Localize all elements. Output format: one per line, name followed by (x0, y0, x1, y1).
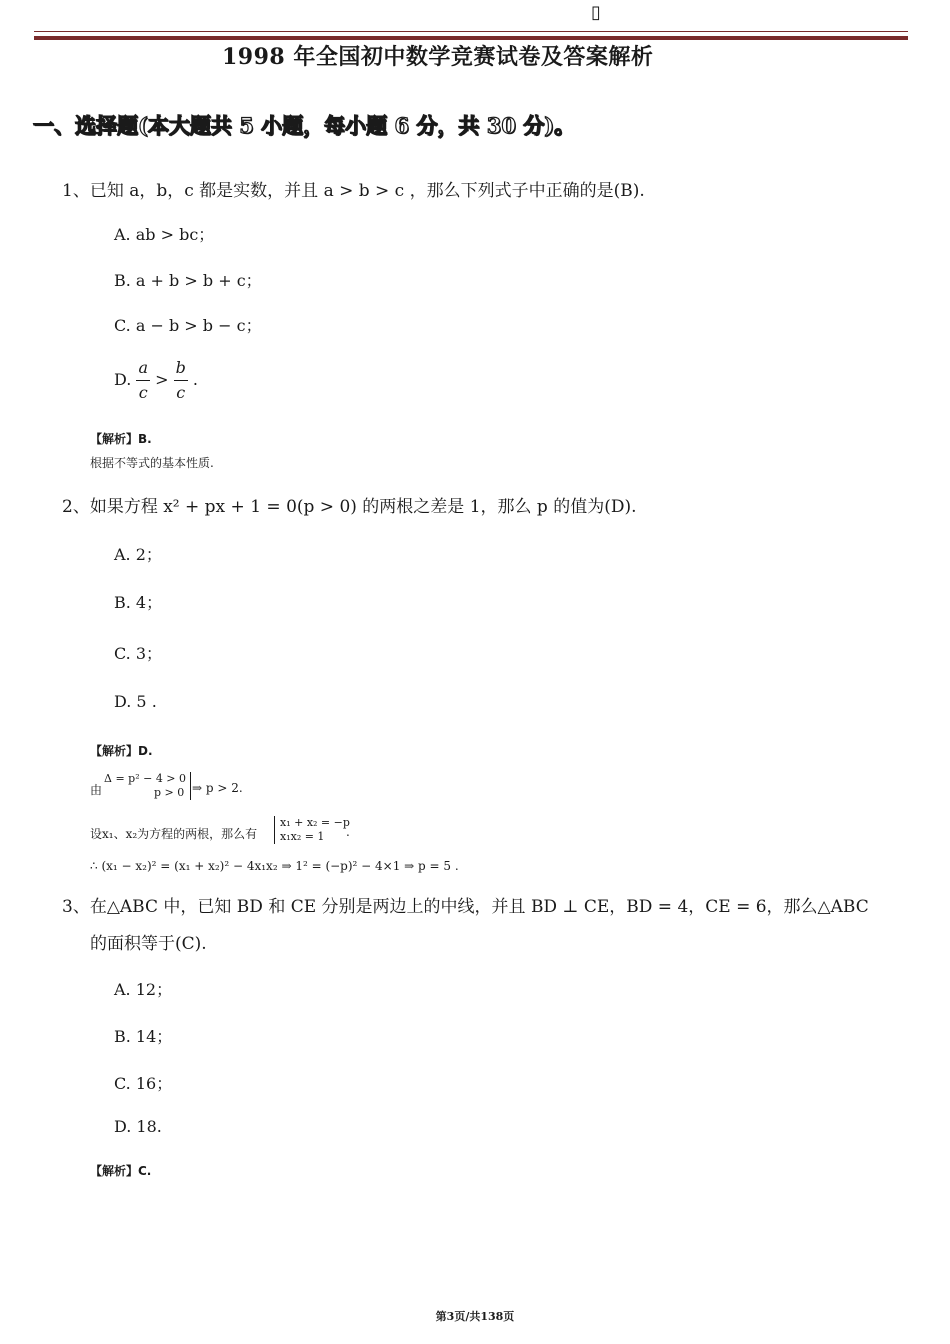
option-d-end: . (192, 370, 199, 389)
discriminant-condition: Δ = p² − 4 > 0 (104, 772, 187, 785)
option-d-label: D. (114, 370, 132, 389)
sum-of-roots: x₁ + x₂ = −p (280, 816, 350, 829)
fraction-numerator: b (174, 356, 188, 381)
question-2-option-d: D. 5 . (114, 692, 157, 711)
header-rule-thin (34, 31, 908, 32)
fraction-denominator: c (176, 383, 186, 402)
question-1-option-c: C. a − b > b − c； (114, 316, 262, 335)
question-2-option-b: B. 4； (114, 593, 163, 612)
vieta-period: . (346, 825, 350, 839)
page-number: 第3页/共138页 (435, 1310, 515, 1323)
header-glyph: ▯ (591, 2, 601, 23)
question-1-analysis-tag: 【解析】B. (90, 432, 152, 446)
implies-p-gt-2: ⇒ p > 2. (192, 781, 243, 795)
question-2-option-a: A. 2； (114, 545, 162, 564)
question-1-stem: 1、已知 a，b，c 都是实数，并且 a > b > c ，那么下列式子中正确的是(B). (62, 181, 645, 201)
question-1-option-a: A. ab > bc； (114, 225, 215, 244)
question-3-stem-line-1: 3、在△ABC 中，已知 BD 和 CE 分别是两边上的中线，并且 BD ⊥ CE，BD = 4，CE = 6，那么△ABC (62, 897, 869, 917)
question-1-option-b: B. a + b > b + c； (114, 271, 262, 290)
fraction-b-over-c (174, 356, 188, 405)
question-1-option-d (114, 356, 198, 405)
fraction-numerator: a (136, 356, 150, 381)
question-2-analysis-tag: 【解析】D. (90, 744, 153, 758)
fraction-a-over-c (136, 356, 150, 405)
system-block-1 (104, 772, 191, 800)
question-3-stem-line-2: 的面积等于(C). (90, 934, 207, 954)
question-3-option-a: A. 12； (114, 980, 173, 999)
question-3-analysis-tag: 【解析】C. (90, 1164, 152, 1178)
derivation-line: ∴ (x₁ − x₂)² = (x₁ + x₂)² − 4x₁x₂ ⇒ 1² = (−p)² − 4×1 ⇒ p = 5 . (90, 859, 459, 873)
p-positive-condition: p > 0 (154, 786, 185, 799)
greater-than-sign: > (155, 370, 169, 389)
question-1-analysis-text: 根据不等式的基本性质. (90, 456, 214, 470)
question-2-stem: 2、如果方程 x² + px + 1 = 0(p > 0) 的两根之差是 1，那么 p 的值为(D). (62, 497, 637, 517)
product-of-roots: x₁x₂ = 1 (280, 830, 325, 843)
question-2-option-c: C. 3； (114, 644, 163, 663)
question-3-option-c: C. 16； (114, 1074, 173, 1093)
vieta-system (274, 816, 350, 844)
document-title: 1998 年全国初中数学竞赛试卷及答案解析 (222, 44, 654, 70)
question-3-option-d: D. 18. (114, 1117, 162, 1136)
question-3-option-b: B. 14； (114, 1027, 173, 1046)
roots-intro: 设x₁、x₂为方程的两根，那么有 (90, 827, 258, 841)
analysis-you: 由 (90, 783, 103, 797)
fraction-denominator: c (138, 383, 148, 402)
section-heading: 一、选择题(本大题共 5 小题，每小题 6 分，共 30 分)。 (33, 113, 576, 138)
